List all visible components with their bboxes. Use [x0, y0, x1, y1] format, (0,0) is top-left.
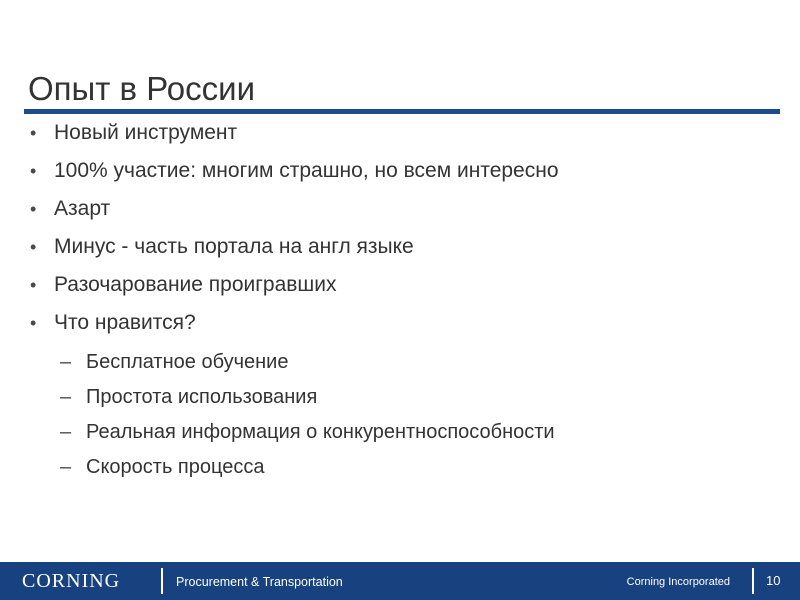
- bullet-marker: •: [30, 199, 37, 219]
- sub-bullet-text: Реальная информация о конкурентноспособности: [86, 421, 555, 443]
- sub-bullet-list: [56, 346, 770, 486]
- page-number: 10: [766, 573, 781, 588]
- sub-bullet-marker: –: [60, 351, 72, 373]
- bullet-list: [30, 118, 770, 486]
- footer-bar: [0, 562, 800, 600]
- bullet-marker: •: [30, 161, 37, 181]
- bullet-item: [30, 232, 770, 270]
- sub-bullet-marker: –: [60, 386, 72, 408]
- title-underline: [24, 109, 780, 114]
- bullet-text: Разочарование проигравших: [54, 273, 337, 296]
- bullet-item: [30, 270, 770, 308]
- sub-bullet-text: Простота использования: [86, 386, 318, 408]
- bullet-text: Новый инструмент: [54, 121, 238, 144]
- bullet-marker: •: [30, 275, 37, 295]
- bullet-item: [30, 156, 770, 194]
- sub-bullet-item: [56, 346, 770, 381]
- bullet-item: [30, 308, 770, 346]
- bullet-text: Азарт: [54, 197, 111, 220]
- bullet-text: Минус - часть портала на англ языке: [54, 235, 414, 258]
- sub-bullet-text: Скорость процесса: [86, 456, 265, 478]
- bullet-marker: •: [30, 123, 37, 143]
- bullet-marker: •: [30, 237, 37, 257]
- bullet-item: [30, 118, 770, 156]
- footer-divider: [161, 568, 163, 594]
- bullet-item: [30, 194, 770, 232]
- bullet-marker: •: [30, 313, 37, 333]
- sub-bullet-marker: –: [60, 456, 72, 478]
- sub-bullet-marker: –: [60, 421, 72, 443]
- sub-list-container: [30, 346, 770, 486]
- bullet-text: Что нравится?: [54, 311, 196, 334]
- bullet-text: 100% участие: многим страшно, но всем интересно: [54, 159, 559, 182]
- sub-bullet-item: [56, 416, 770, 451]
- sub-bullet-item: [56, 381, 770, 416]
- sub-bullet-text: Бесплатное обучение: [86, 351, 289, 373]
- footer-company-label: Corning Incorporated: [626, 576, 730, 588]
- slide-title: Опыт в России: [28, 70, 256, 107]
- sub-bullet-item: [56, 451, 770, 486]
- footer-divider: [752, 568, 754, 594]
- corning-logo: CORNING: [22, 570, 121, 592]
- footer-division-label: Procurement & Transportation: [176, 575, 343, 589]
